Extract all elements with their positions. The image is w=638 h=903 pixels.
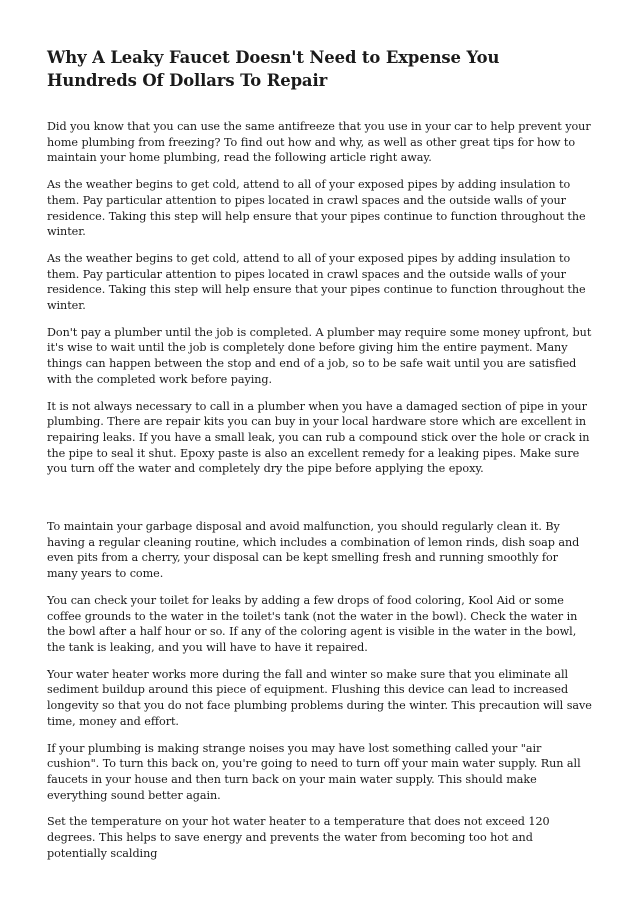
- paragraph: Set the temperature on your hot water heater to a temperature that does not exceed 120 degrees. This helps to save energy and prevents the water from becoming too hot and potentially scalding: [47, 815, 550, 860]
- paragraph: As the weather begins to get cold, attend to all of your exposed pipes by adding insulation to them. Pay particular attention to pipes located in crawl spaces and the outside walls of your residence. Taking this step will help ensure that your pipes continue to function throughout the winter.: [47, 178, 586, 239]
- paragraph: As the weather begins to get cold, attend to all of your exposed pipes by adding insulation to them. Pay particular attention to pipes located in crawl spaces and the outside walls of your residence. Taking this step will help ensure that your pipes continue to function throughout the winter.: [47, 251, 586, 313]
- paragraph: If your plumbing is making strange noises you may have lost something called your "air cushion". To turn this back on, you're going to need to turn off your main water supply. Run all faucets in your house and then turn back on your main water supply. This should make everything sound better again.: [47, 741, 581, 802]
- blank-gap: [47, 488, 592, 519]
- paragraph: Your water heater works more during the fall and winter so make sure that you eliminate all sediment buildup around this piece of equipment. Flushing this device can lead to increased longevity so that you do not face plumbing problems during the winter. This precaution will save time, money and effort.: [47, 667, 592, 728]
- paragraph: Did you know that you can use the same antifreeze that you use in your car to help prevent your home plumbing from freezing? To find out how and why, as well as other great tips for how to maintain your home plumbing, read the following article right away.: [47, 120, 591, 165]
- paragraph: Don't pay a plumber until the job is completed. A plumber may require some money upfront, but it's wise to wait until the job is completely done before giving him the entire payment. Many things can happen between the stop and end of a job, so to be safe wait until you are satisfied with the completed work before paying.: [47, 325, 592, 386]
- paragraph: You can check your toilet for leaks by adding a few drops of food coloring, Kool Aid or some coffee grounds to the water in the toilet's tank (not the water in the bowl). Check the water in the bowl after a half hour or so. If any of the coloring agent is visible in the water in the bowl, the tank is leaking, and you will have to have it repaired.: [47, 593, 578, 654]
- paragraph: To maintain your garbage disposal and avoid malfunction, you should regularly clean it. By having a regular cleaning routine, which includes a combination of lemon rinds, dish soap and even pits from a cherry, your disposal can be kept smelling fresh and running smoothly for many years to come.: [47, 520, 580, 581]
- paragraph: It is not always necessary to call in a plumber when you have a damaged section of pipe in your plumbing. There are repair kits you can buy in your local hardware store which are excellent in repairing leaks. If you have a small leak, you can rub a compound stick over the hole or crack in the pipe to seal it shut. Epoxy paste is also an excellent remedy for a leaking pipes. Make sure you turn off the water and completely dry the pipe before applying the epoxy.: [47, 399, 590, 476]
- document-title: Why A Leaky Faucet Doesn't Need to Expense You Hundreds Of Dollars To Repair: [47, 48, 500, 90]
- document-page: [47, 46, 592, 872]
